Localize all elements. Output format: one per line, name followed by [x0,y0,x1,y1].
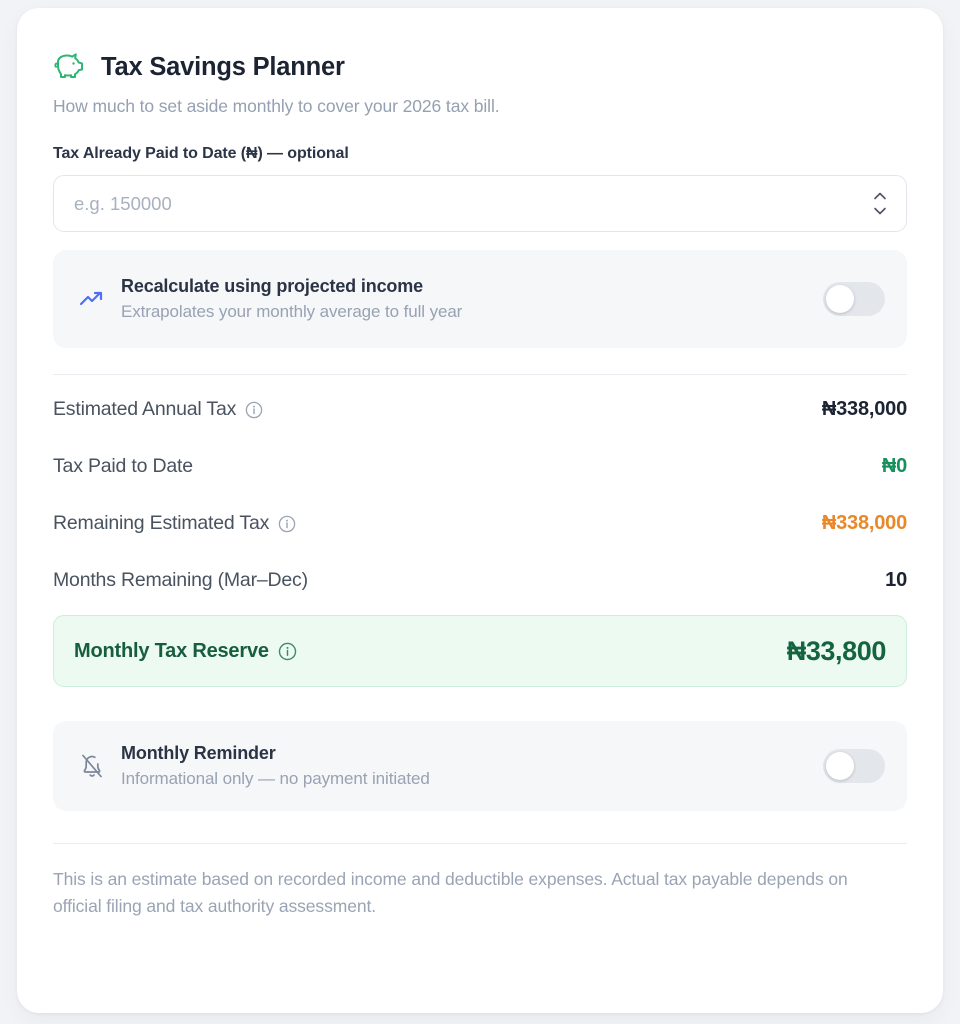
page-title: Tax Savings Planner [101,52,345,81]
stepper-up-down-icon[interactable] [871,189,889,219]
table-row [53,381,907,438]
recalculate-projection-toggle[interactable] [823,282,885,316]
tax-paid-input[interactable] [53,175,907,232]
trending-up-icon [75,290,109,308]
toggle-knob [826,752,854,780]
monthly-tax-reserve-row [53,615,907,687]
monthly-reminder-subtitle: Informational only — no payment initiated [121,769,430,788]
toggle-knob [826,285,854,313]
recalculate-projection-text [121,276,823,322]
tax-paid-to-date-label: Tax Paid to Date [53,455,193,477]
section-divider [53,374,907,375]
recalculate-projection-title: Recalculate using projected income [121,276,423,296]
months-remaining-label: Months Remaining (Mar–Dec) [53,569,308,591]
remaining-estimated-tax-value: ₦338,000 [821,512,907,534]
monthly-tax-reserve-label [74,640,297,663]
tax-paid-label: Tax Already Paid to Date (₦) — optional [53,145,349,162]
remaining-estimated-tax-label [53,512,296,535]
table-row [53,438,907,495]
piggy-bank-icon [53,52,87,82]
bell-off-icon [75,753,109,779]
tax-paid-input-wrap [53,175,907,232]
tax-paid-to-date-value: ₦0 [881,455,907,477]
tax-summary-rows [53,381,907,609]
monthly-reminder-panel[interactable] [53,721,907,811]
tax-savings-planner-card [17,8,943,1013]
table-row [53,495,907,552]
card-subtitle: How much to set aside monthly to cover your 2026 tax bill. [53,96,500,116]
info-icon[interactable] [278,515,296,533]
recalculate-projection-subtitle: Extrapolates your monthly average to full year [121,302,463,321]
estimated-annual-tax-value: ₦338,000 [821,398,907,420]
monthly-reminder-text [121,743,823,789]
recalculate-projection-panel[interactable] [53,250,907,348]
disclaimer-text: This is an estimate based on recorded income and deductible expenses. Actual tax payable depends on official filing and tax authority assessment. [53,869,848,917]
monthly-reminder-title: Monthly Reminder [121,743,276,763]
months-remaining-value: 10 [885,569,907,591]
info-icon[interactable] [245,401,263,419]
footer-divider [53,843,907,844]
remaining-estimated-tax-text: Remaining Estimated Tax [53,512,270,534]
info-icon[interactable] [278,642,297,661]
estimated-annual-tax-text: Estimated Annual Tax [53,398,237,420]
monthly-tax-reserve-value: ₦33,800 [786,635,886,666]
monthly-reminder-toggle[interactable] [823,749,885,783]
table-row [53,552,907,609]
estimated-annual-tax-label [53,398,263,421]
card-header [53,52,907,82]
monthly-tax-reserve-text: Monthly Tax Reserve [74,639,269,662]
